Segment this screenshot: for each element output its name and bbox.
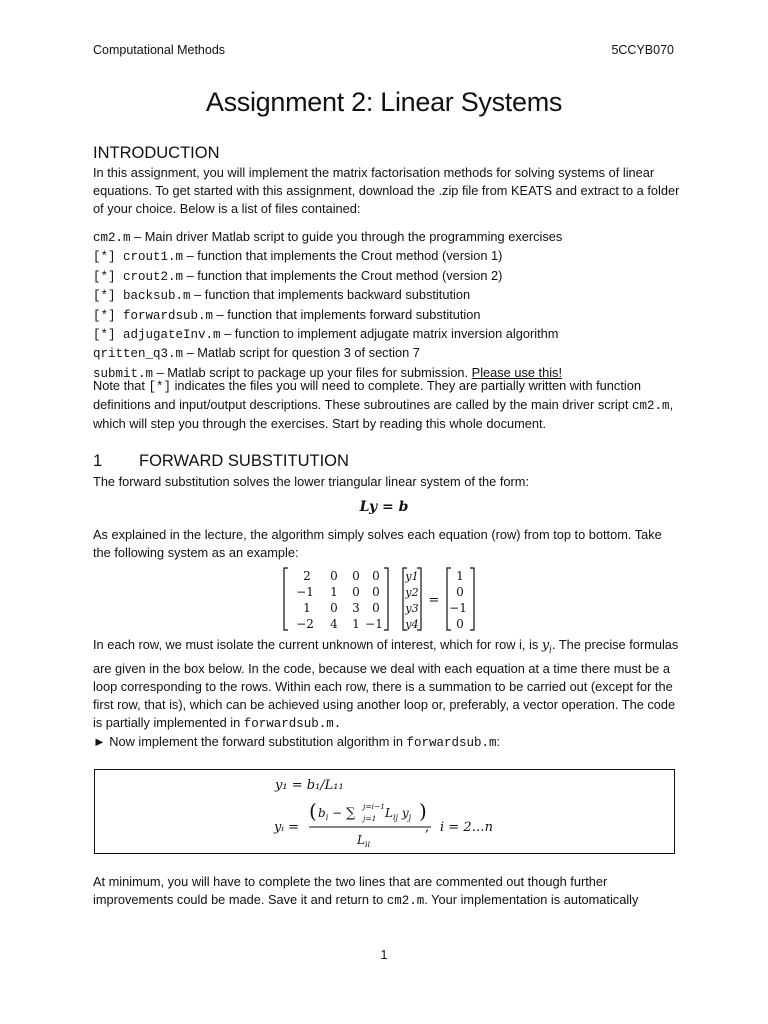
- formula-first-row: y₁ = b₁/L₁₁: [275, 778, 344, 793]
- matrix-cell: 0: [372, 585, 380, 599]
- svg-text:Lii: $L_{ii}$: [357, 833, 371, 849]
- file-name: cm2.m: [93, 231, 131, 245]
- matrix-cell: 3: [352, 601, 360, 615]
- formula-index-range: i = 2…n: [440, 820, 493, 835]
- file-list: [93, 228, 562, 383]
- b-vector-entry: 0: [456, 585, 464, 599]
- section-1-example-intro: As explained in the lecture, the algorithm simply solves each equation (row) from top to bottom. Take the following system as an example:: [93, 527, 662, 560]
- svg-text:): ): [419, 800, 427, 823]
- matrix-cell: 1: [303, 601, 311, 615]
- formula-general-lhs: yᵢ =: [274, 820, 299, 835]
- arrow-right-icon: ►: [93, 734, 106, 749]
- b-vector-entry: 1: [456, 569, 464, 583]
- svg-text:j=1: j=1: [363, 814, 377, 823]
- file-item: qritten_q3.m – Matlab script for question 3 of section 7: [93, 345, 420, 362]
- svg-text:bi − ∑: $b_i$ − ∑: [318, 806, 356, 822]
- file-name: crout2.m: [123, 269, 184, 284]
- file-item: [*] crout1.m – function that implements the Crout method (version 1): [93, 248, 503, 265]
- file-item: cm2.m – Main driver Matlab script to guide you through the programming exercises: [93, 229, 563, 245]
- matrix-cell: −1: [296, 585, 314, 599]
- running-header-code: 5CCYB070: [611, 43, 674, 57]
- file-name: crout1.m: [123, 250, 184, 265]
- matrix-cell: 0: [372, 601, 380, 615]
- matrix-cell: 0: [372, 569, 380, 583]
- file-item: [*] backsub.m – function that implements backward substitution: [93, 287, 471, 304]
- page-title: Assignment 2: Linear Systems: [205, 87, 563, 117]
- matrix-cell: 1: [330, 585, 338, 599]
- svg-text:(: (: [309, 800, 317, 823]
- intro-heading: INTRODUCTION: [93, 144, 220, 162]
- matrix-cell: 0: [352, 569, 360, 583]
- file-name: forwardsub.m: [123, 308, 214, 323]
- y-vector-entry: y4: [405, 618, 419, 631]
- y-vector-entry: y1: [405, 570, 419, 583]
- matrix-cell: 1: [352, 617, 360, 631]
- matrix-cell: 2: [303, 569, 311, 583]
- section-1-explanation: In each row, we must isolate the current unknown of interest, which for row i, is $y_i$. The precise formulas are given in the box below. In the code, because we deal with each equation at a time there must be a loop corresponding to the rows. Within each row, there is a summation to be carried out (except for the first row, that is), which can be achieved using another loop or, preferably, a vector operation. The code is partially implemented in forwardsub.m.: [93, 637, 679, 731]
- b-left-bracket: [447, 568, 451, 630]
- file-name: submit.m: [93, 366, 154, 381]
- file-item: [*] adjugateInv.m – function to implement adjugate matrix inversion algorithm: [93, 326, 559, 343]
- matrix-cell: −1: [365, 617, 383, 631]
- file-item: submit.m – Matlab script to package up your files for submission. Please use this!: [93, 364, 563, 381]
- section-1-heading: 1 FORWARD SUBSTITUTION: [93, 452, 349, 470]
- formula-general-fraction: [307, 800, 437, 850]
- please-use-this-note: Please use this!: [471, 364, 563, 380]
- b-vector-entry: 0: [456, 617, 464, 631]
- file-name: adjugateInv.m: [123, 328, 221, 343]
- equation-ly-b: Ly = b: [359, 499, 409, 515]
- b-vector-entry: −1: [449, 601, 467, 615]
- running-header-course: Computational Methods: [93, 43, 226, 57]
- file-name: qritten_q3.m: [93, 347, 184, 362]
- section-1-closing: At minimum, you will have to complete the two lines that are commented out though further improvements could be made. Save it and return to cm2.m. Your implementation is automatically: [93, 874, 639, 908]
- note-paragraph: Note that [*] indicates the files you will need to complete. They are partially written with function definitions and input/output descriptions. These subroutines are called by the main driver script cm2.m, which will step you through the exercises. Start by reading this whole document.: [93, 378, 674, 431]
- y-vector-entry: y2: [405, 586, 419, 599]
- y-vector-entry: y3: [405, 602, 419, 615]
- file-item: [*] forwardsub.m – function that implements forward substitution: [93, 306, 481, 323]
- matrix-left-bracket: [284, 568, 288, 630]
- svg-text:j=i−1: j=i−1: [363, 802, 386, 811]
- matrix-cell: −2: [296, 617, 314, 631]
- svg-text:Lij yj: $L_{ij}$ $y_j$: [385, 806, 412, 822]
- file-name: backsub.m: [123, 289, 191, 304]
- matrix-right-bracket: [384, 568, 388, 630]
- task-instruction: ► Now implement the forward substitution algorithm in forwardsub.m:: [93, 734, 501, 750]
- example-matrix-system: [280, 566, 480, 632]
- section-number: 1: [93, 452, 103, 470]
- intro-paragraph: In this assignment, you will implement the matrix factorisation methods for solving systems of linear equations. To get started with this assignment, download the .zip file from KEATS and extract to a folder of your choice. Below is a list of files contained:: [93, 165, 680, 216]
- matrix-cell: 0: [352, 585, 360, 599]
- matrix-cell: 4: [330, 617, 338, 631]
- formula-box: y₁ = b₁/L₁₁ yᵢ = ( $b_i$ − ∑ j=i−1 j=1 $L_{ij}$ $y_j$ ) $L_{ii}$ , i = 2…n: [94, 769, 675, 854]
- equals-sign: =: [428, 593, 440, 608]
- matrix-cell: 0: [330, 601, 338, 615]
- page-number: 1: [380, 948, 388, 962]
- b-right-bracket: [470, 568, 474, 630]
- matrix-cell: 0: [330, 569, 338, 583]
- file-item: [*] crout2.m – function that implements the Crout method (version 2): [93, 267, 503, 284]
- section-1-intro: The forward substitution solves the lower triangular linear system of the form:: [93, 474, 529, 489]
